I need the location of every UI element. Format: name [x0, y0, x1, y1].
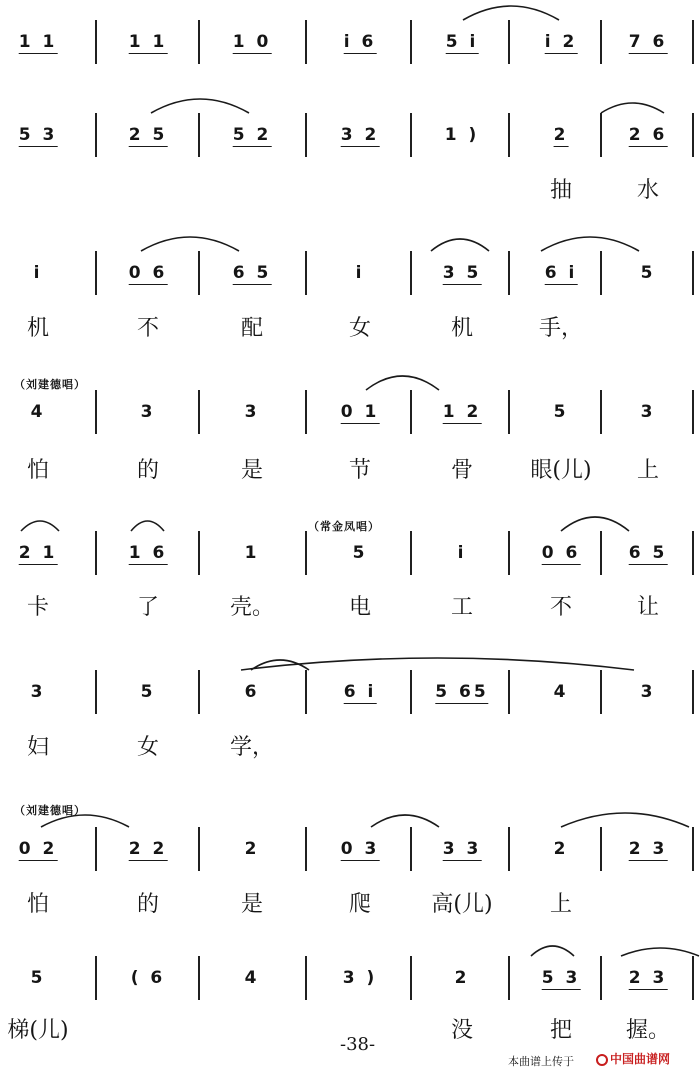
measure-notes: 4: [553, 682, 569, 702]
barline: [600, 670, 602, 714]
measure-notes: 1 1: [18, 32, 58, 52]
barline: [305, 827, 307, 871]
measure-notes: 3: [140, 402, 156, 422]
barline: [508, 827, 510, 871]
lyric-syllable: 怕: [26, 892, 50, 917]
lyric-syllable: 节: [348, 458, 372, 483]
singer-note: （刘建德唱）: [14, 378, 86, 391]
measure-notes: 2 2: [128, 839, 168, 859]
measure-notes: 5: [352, 543, 368, 563]
measure-notes: 0 3: [340, 839, 380, 859]
measure-notes: i 6: [343, 32, 377, 52]
slur-arc: [462, 4, 560, 22]
barline: [198, 113, 200, 157]
measure-notes: 1 ): [444, 125, 480, 145]
barline: [198, 827, 200, 871]
measure-notes: 2: [553, 125, 569, 145]
barline: [692, 20, 694, 64]
measure-notes: 5: [140, 682, 156, 702]
measure-notes: 1 6: [128, 543, 168, 563]
barline: [692, 670, 694, 714]
measure-notes: 1 0: [232, 32, 272, 52]
lyric-syllable: 上: [636, 458, 660, 483]
lyric-syllable: 不: [549, 595, 573, 620]
measure-notes: 3: [640, 402, 656, 422]
barline: [305, 956, 307, 1000]
lyric-syllable: 工: [450, 595, 474, 620]
slur-arc: [20, 519, 60, 533]
lyric-syllable: 爬: [348, 892, 372, 917]
lyric-syllable: 眼(儿): [530, 458, 592, 483]
measure-notes: 1 1: [128, 32, 168, 52]
lyric-syllable: 的: [136, 892, 160, 917]
lyric-syllable: 抽: [549, 178, 573, 203]
lyric-syllable: 女: [348, 316, 372, 341]
measure-notes: 6 i: [343, 682, 377, 702]
barline: [198, 251, 200, 295]
measure-notes: 0 2: [18, 839, 58, 859]
barline: [600, 113, 602, 157]
measure-notes: 3: [640, 682, 656, 702]
singer-note: （刘建德唱）: [14, 804, 86, 817]
lyric-syllable: 把: [549, 1018, 573, 1043]
lyric-syllable: 了: [136, 595, 160, 620]
barline: [600, 956, 602, 1000]
lyric-syllable: 骨: [450, 458, 474, 483]
slur-arc: [560, 515, 630, 533]
measure-notes: 2 1: [18, 543, 58, 563]
measure-notes: 2 3: [628, 968, 668, 988]
measure-notes: 3 ): [342, 968, 378, 988]
measure-notes: 5 i: [445, 32, 479, 52]
lyric-syllable: 机: [26, 316, 50, 341]
barline: [198, 956, 200, 1000]
measure-notes: i: [33, 263, 43, 283]
lyric-syllable: 的: [136, 458, 160, 483]
barline: [508, 251, 510, 295]
barline: [692, 390, 694, 434]
measure-notes: 6 5: [628, 543, 668, 563]
measure-notes: 0 6: [541, 543, 581, 563]
barline: [305, 670, 307, 714]
measure-notes: 5 65: [435, 682, 489, 702]
lyric-syllable: 是: [240, 458, 264, 483]
logo-icon: [596, 1054, 608, 1066]
barline: [305, 113, 307, 157]
slur-arc: [540, 235, 640, 253]
barline: [692, 827, 694, 871]
measure-notes: 6 i: [544, 263, 578, 283]
measure-notes: 6 5: [232, 263, 272, 283]
barline: [692, 956, 694, 1000]
measure-notes: 3: [244, 402, 260, 422]
barline: [508, 390, 510, 434]
barline: [305, 390, 307, 434]
barline: [508, 113, 510, 157]
slur-arc: [365, 374, 440, 392]
lyric-syllable: 卡: [26, 595, 50, 620]
barline: [305, 20, 307, 64]
slur-arc: [430, 237, 490, 253]
slur-arc: [620, 946, 700, 958]
measure-notes: 3: [30, 682, 46, 702]
barline: [600, 531, 602, 575]
measure-notes: 3 2: [340, 125, 380, 145]
measure-notes: 3 5: [442, 263, 482, 283]
lyric-syllable: 电: [348, 595, 372, 620]
barline: [692, 113, 694, 157]
page-number: -38-: [340, 1034, 376, 1055]
barline: [410, 827, 412, 871]
barline: [95, 531, 97, 575]
measure-notes: 0 1: [340, 402, 380, 422]
slur-arc: [250, 658, 310, 672]
singer-note: （常金凤唱）: [308, 520, 380, 533]
barline: [692, 531, 694, 575]
barline: [600, 390, 602, 434]
upload-credit: 本曲谱上传于: [508, 1055, 574, 1068]
slur-arc: [130, 519, 165, 533]
lyric-syllable: 手，: [538, 316, 584, 341]
slur-arc: [530, 944, 575, 958]
barline: [410, 390, 412, 434]
measure-notes: 5: [30, 968, 46, 988]
lyric-syllable: 怕: [26, 458, 50, 483]
barline: [508, 670, 510, 714]
barline: [508, 20, 510, 64]
measure-notes: 6: [244, 682, 260, 702]
measure-notes: 4: [30, 402, 46, 422]
lyric-syllable: 女: [136, 735, 160, 760]
barline: [410, 670, 412, 714]
measure-notes: 2: [553, 839, 569, 859]
lyric-syllable: 没: [450, 1018, 474, 1043]
lyric-syllable: 是: [240, 892, 264, 917]
slur-arc: [600, 101, 665, 115]
measure-notes: 5: [640, 263, 656, 283]
barline: [95, 956, 97, 1000]
barline: [95, 20, 97, 64]
lyric-syllable: 不: [136, 316, 160, 341]
barline: [198, 390, 200, 434]
barline: [95, 827, 97, 871]
barline: [410, 251, 412, 295]
barline: [600, 827, 602, 871]
barline: [410, 956, 412, 1000]
measure-notes: 2: [454, 968, 470, 988]
measure-notes: 0 6: [128, 263, 168, 283]
slur-arc: [560, 811, 690, 829]
barline: [692, 251, 694, 295]
measure-notes: 4: [244, 968, 260, 988]
lyric-syllable: 高(儿): [431, 892, 493, 917]
slur-arc: [140, 235, 240, 253]
measure-notes: 1: [244, 543, 260, 563]
lyric-syllable: 让: [636, 595, 660, 620]
logo-text: 中国曲谱网: [610, 1052, 671, 1066]
slur-arc: [40, 813, 130, 829]
measure-notes: i 2: [544, 32, 578, 52]
measure-notes: i: [355, 263, 365, 283]
barline: [305, 531, 307, 575]
barline: [508, 956, 510, 1000]
barline: [410, 113, 412, 157]
lyric-syllable: 壳。: [229, 595, 275, 620]
barline: [600, 20, 602, 64]
barline: [410, 20, 412, 64]
lyric-syllable: 上: [549, 892, 573, 917]
barline: [198, 531, 200, 575]
lyric-syllable: 学，: [229, 735, 275, 760]
barline: [410, 531, 412, 575]
lyric-syllable: 妇: [26, 735, 50, 760]
measure-notes: 5 2: [232, 125, 272, 145]
barline: [95, 390, 97, 434]
measure-notes: 7 6: [628, 32, 668, 52]
barline: [600, 251, 602, 295]
measure-notes: 1 2: [442, 402, 482, 422]
barline: [305, 251, 307, 295]
barline: [198, 670, 200, 714]
lyric-syllable: 机: [450, 316, 474, 341]
lyric-syllable: 梯(儿): [7, 1018, 69, 1043]
measure-notes: 5: [553, 402, 569, 422]
measure-notes: 5 3: [541, 968, 581, 988]
measure-notes: 2 3: [628, 839, 668, 859]
measure-notes: ( 6: [130, 968, 166, 988]
measure-notes: i: [457, 543, 467, 563]
barline: [95, 251, 97, 295]
site-logo: [596, 1050, 670, 1067]
measure-notes: 2 5: [128, 125, 168, 145]
barline: [95, 670, 97, 714]
lyric-syllable: 水: [636, 178, 660, 203]
measure-notes: 3 3: [442, 839, 482, 859]
barline: [198, 20, 200, 64]
measure-notes: 2 6: [628, 125, 668, 145]
slur-arc: [370, 813, 440, 829]
lyric-syllable: 握。: [625, 1018, 671, 1043]
measure-notes: 2: [244, 839, 260, 859]
barline: [95, 113, 97, 157]
lyric-syllable: 配: [240, 316, 264, 341]
barline: [508, 531, 510, 575]
measure-notes: 5 3: [18, 125, 58, 145]
slur-arc: [150, 97, 250, 115]
